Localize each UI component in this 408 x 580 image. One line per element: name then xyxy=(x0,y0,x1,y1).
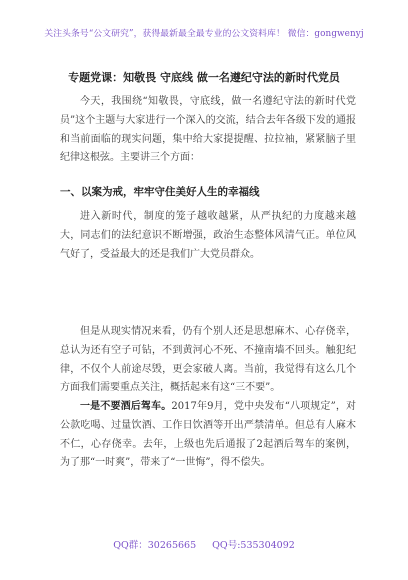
footer-qq: QQ号:535304092 xyxy=(212,540,295,551)
document-title: 专题党课：知敬畏 守底线 做一名遵纪守法的新时代党员 xyxy=(68,71,340,84)
section-1-paragraph-2: 但是从现实情况来看，仍有个别人还是思想麻木、心存侥幸，总认为还有空子可钻，不到黄河心不死、不撞南墙不回头。触犯纪律，不仅个人前途尽毁，更会家破人离。当前，我觉得有这么几个方面我们需要重点关注，概括起来有这“三不要”。 xyxy=(60,326,356,394)
footer-contact xyxy=(0,537,408,551)
header-note: 关注头条号“公文研究”，获得最新最全最专业的公文资料库！ 微信：gongwenyj xyxy=(44,29,364,39)
section-1-paragraph-1: 进入新时代，制度的笼子越收越紧，从严执纪的力度越来越大，同志们的法纪意识不断增强，政治生态整体风清气正。单位风气好了，受益最大的还是我们广大党员群众。 xyxy=(60,211,356,260)
point-1-lead: 一是不要酒后驾车。 xyxy=(80,401,172,412)
section-1-paragraph-3 xyxy=(60,398,356,473)
point-1-body: 2017年9月，党中央发布“八项规定”，对公款吃喝、过量饮酒、工作日饮酒等开出严禁清单。但总有人麻木不仁，心存侥幸。去年，上级也先后通报了2起酒后驾车的案例，为了那“一时爽”，带来了“一世悔”，得不偿失。 xyxy=(60,401,356,469)
footer-qq-group: QQ群：30265665 xyxy=(113,540,197,551)
section-1-heading: 一、以案为戒，牢牢守住美好人生的幸福线 xyxy=(60,186,260,198)
intro-paragraph: 今天，我围绕“知敬畏，守底线，做一名遵纪守法的新时代党员”这个主题与大家进行一个深入的交流，结合去年各级下发的通报和当前面临的现实问题，集中给大家提提醒、拉拉袖，紧紧脑子里纪律这根弦。主要讲三个方面： xyxy=(60,96,356,164)
